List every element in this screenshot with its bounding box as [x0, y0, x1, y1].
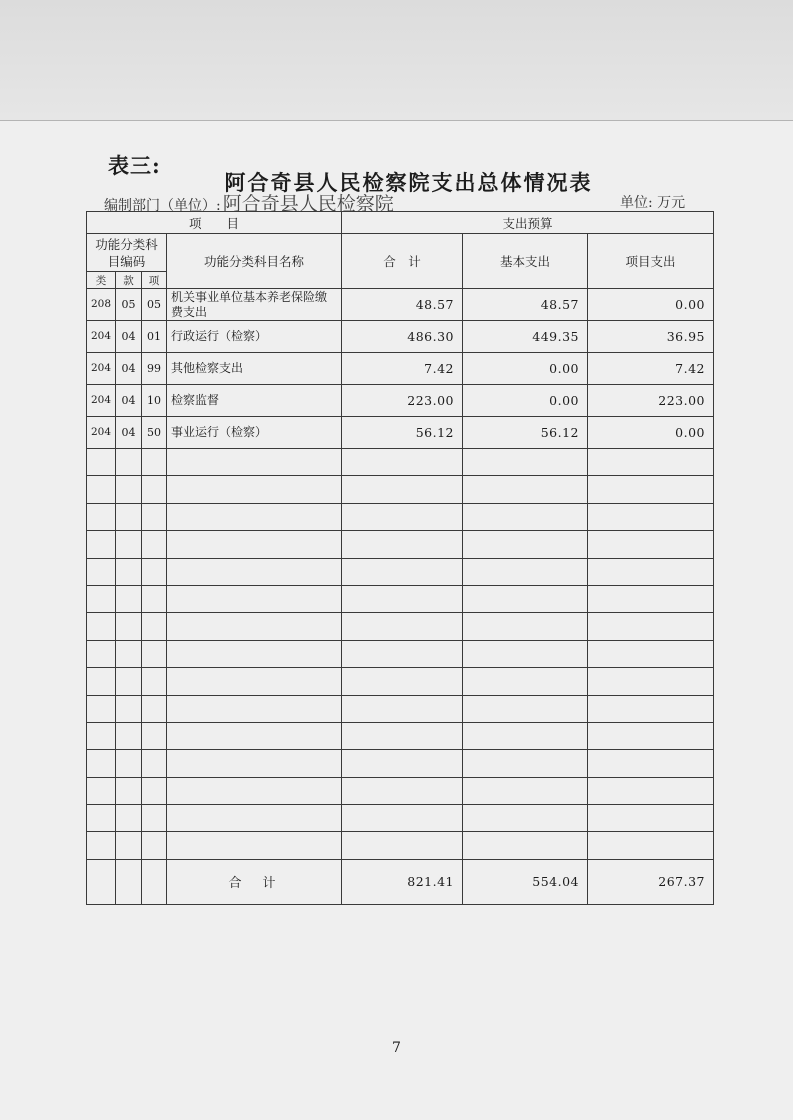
total-cell: 7.42 — [342, 353, 463, 385]
org-name: 阿合奇县人民检察院 — [222, 193, 394, 215]
blank-cell — [588, 805, 714, 832]
code-lei-cell: 208 — [87, 289, 116, 321]
blank-cell — [588, 585, 714, 612]
blank-cell — [167, 832, 342, 859]
blank-cell — [116, 832, 142, 859]
project-cell: 7.42 — [588, 353, 714, 385]
header-item: 项 目 — [87, 212, 342, 234]
scan-top-band — [0, 0, 793, 120]
header-code-group: 功能分类科目编码 — [87, 234, 167, 272]
total-cell: 56.12 — [342, 417, 463, 449]
grand-basic-cell: 554.04 — [463, 859, 588, 904]
blank-cell — [167, 503, 342, 530]
grand-project-cell: 267.37 — [588, 859, 714, 904]
code-lei-cell: 204 — [87, 321, 116, 353]
blank-cell — [142, 805, 167, 832]
blank-cell — [87, 859, 116, 904]
blank-cell — [116, 640, 142, 667]
blank-cell — [142, 503, 167, 530]
blank-cell — [342, 777, 463, 804]
blank-cell — [463, 722, 588, 749]
blank-cell — [87, 695, 116, 722]
blank-cell — [342, 805, 463, 832]
blank-cell — [588, 558, 714, 585]
blank-row — [87, 777, 714, 804]
blank-row — [87, 476, 714, 503]
blank-cell — [342, 832, 463, 859]
blank-cell — [342, 449, 463, 476]
blank-cell — [167, 476, 342, 503]
header-kuan: 款 — [116, 272, 142, 289]
code-xiang-cell: 10 — [142, 385, 167, 417]
blank-cell — [116, 476, 142, 503]
blank-cell — [87, 613, 116, 640]
total-cell: 48.57 — [342, 289, 463, 321]
blank-cell — [588, 750, 714, 777]
blank-cell — [116, 805, 142, 832]
blank-cell — [588, 503, 714, 530]
total-row — [87, 859, 714, 904]
table-row — [87, 321, 714, 353]
blank-cell — [87, 832, 116, 859]
page-number: 7 — [392, 1040, 401, 1056]
blank-cell — [87, 805, 116, 832]
subject-name-cell: 其他检察支出 — [167, 353, 342, 385]
blank-cell — [142, 613, 167, 640]
blank-row — [87, 668, 714, 695]
subject-name-cell: 事业运行（检察） — [167, 417, 342, 449]
blank-cell — [463, 805, 588, 832]
blank-cell — [463, 449, 588, 476]
blank-cell — [342, 476, 463, 503]
blank-cell — [588, 476, 714, 503]
code-kuan-cell: 04 — [116, 353, 142, 385]
basic-cell: 0.00 — [463, 385, 588, 417]
blank-cell — [87, 668, 116, 695]
basic-cell: 48.57 — [463, 289, 588, 321]
header-row-2 — [87, 234, 714, 272]
blank-row — [87, 722, 714, 749]
blank-cell — [588, 531, 714, 558]
table-row — [87, 385, 714, 417]
blank-row — [87, 503, 714, 530]
code-xiang-cell: 05 — [142, 289, 167, 321]
blank-cell — [142, 585, 167, 612]
blank-cell — [167, 449, 342, 476]
blank-cell — [142, 531, 167, 558]
blank-cell — [342, 531, 463, 558]
blank-cell — [87, 503, 116, 530]
blank-cell — [142, 558, 167, 585]
code-lei-cell: 204 — [87, 385, 116, 417]
blank-cell — [463, 558, 588, 585]
blank-cell — [116, 722, 142, 749]
expenditure-table — [86, 211, 714, 905]
blank-row — [87, 750, 714, 777]
blank-cell — [588, 722, 714, 749]
blank-cell — [142, 695, 167, 722]
blank-cell — [463, 503, 588, 530]
blank-cell — [463, 668, 588, 695]
blank-cell — [87, 558, 116, 585]
blank-cell — [142, 449, 167, 476]
blank-cell — [87, 722, 116, 749]
blank-row — [87, 695, 714, 722]
code-kuan-cell: 04 — [116, 321, 142, 353]
table-row — [87, 353, 714, 385]
blank-cell — [142, 640, 167, 667]
blank-cell — [116, 531, 142, 558]
basic-cell: 0.00 — [463, 353, 588, 385]
blank-cell — [116, 585, 142, 612]
blank-cell — [87, 585, 116, 612]
header-xiang: 项 — [142, 272, 167, 289]
total-cell: 486.30 — [342, 321, 463, 353]
blank-cell — [588, 668, 714, 695]
blank-cell — [167, 722, 342, 749]
blank-cell — [463, 613, 588, 640]
blank-cell — [87, 640, 116, 667]
code-kuan-cell: 05 — [116, 289, 142, 321]
blank-row — [87, 805, 714, 832]
table-row — [87, 417, 714, 449]
project-cell: 0.00 — [588, 417, 714, 449]
document-title: 阿合奇县人民检察院支出总体情况表 — [224, 170, 593, 195]
blank-cell — [142, 722, 167, 749]
blank-cell — [342, 585, 463, 612]
blank-cell — [463, 777, 588, 804]
code-xiang-cell: 99 — [142, 353, 167, 385]
blank-cell — [463, 531, 588, 558]
blank-cell — [342, 695, 463, 722]
blank-cell — [588, 613, 714, 640]
code-kuan-cell: 04 — [116, 385, 142, 417]
header-name: 功能分类科目名称 — [167, 234, 342, 289]
blank-cell — [342, 503, 463, 530]
blank-cell — [342, 640, 463, 667]
blank-cell — [142, 832, 167, 859]
blank-cell — [87, 750, 116, 777]
header-total: 合 计 — [342, 234, 463, 289]
blank-cell — [342, 558, 463, 585]
blank-cell — [342, 613, 463, 640]
header-project: 项目支出 — [588, 234, 714, 289]
blank-cell — [342, 722, 463, 749]
code-kuan-cell: 04 — [116, 417, 142, 449]
basic-cell: 449.35 — [463, 321, 588, 353]
header-lei: 类 — [87, 272, 116, 289]
blank-row — [87, 585, 714, 612]
blank-cell — [116, 558, 142, 585]
blank-cell — [342, 750, 463, 777]
blank-cell — [588, 777, 714, 804]
blank-cell — [588, 695, 714, 722]
blank-row — [87, 832, 714, 859]
total-label: 合 计 — [167, 859, 342, 904]
blank-cell — [167, 585, 342, 612]
unit-label: 单位: 万元 — [620, 195, 686, 211]
blank-cell — [167, 531, 342, 558]
blank-cell — [142, 476, 167, 503]
blank-row — [87, 449, 714, 476]
blank-row — [87, 613, 714, 640]
blank-cell — [588, 449, 714, 476]
blank-cell — [167, 777, 342, 804]
page-edge-line — [0, 120, 793, 121]
code-lei-cell: 204 — [87, 353, 116, 385]
blank-cell — [116, 613, 142, 640]
blank-cell — [463, 640, 588, 667]
blank-cell — [463, 476, 588, 503]
blank-cell — [142, 777, 167, 804]
blank-cell — [588, 640, 714, 667]
project-cell: 0.00 — [588, 289, 714, 321]
code-lei-cell: 204 — [87, 417, 116, 449]
blank-cell — [87, 531, 116, 558]
blank-cell — [463, 832, 588, 859]
table-row — [87, 289, 714, 321]
blank-cell — [87, 449, 116, 476]
blank-cell — [463, 695, 588, 722]
blank-cell — [167, 640, 342, 667]
blank-cell — [142, 750, 167, 777]
blank-cell — [116, 668, 142, 695]
blank-cell — [167, 613, 342, 640]
blank-row — [87, 640, 714, 667]
header-basic: 基本支出 — [463, 234, 588, 289]
blank-row — [87, 531, 714, 558]
blank-cell — [142, 859, 167, 904]
blank-row — [87, 558, 714, 585]
blank-cell — [167, 805, 342, 832]
blank-cell — [142, 668, 167, 695]
subject-name-cell: 检察监督 — [167, 385, 342, 417]
code-xiang-cell: 01 — [142, 321, 167, 353]
blank-cell — [588, 832, 714, 859]
blank-cell — [116, 449, 142, 476]
blank-cell — [116, 503, 142, 530]
code-xiang-cell: 50 — [142, 417, 167, 449]
total-cell: 223.00 — [342, 385, 463, 417]
blank-cell — [116, 695, 142, 722]
header-row-1 — [87, 212, 714, 234]
project-cell: 223.00 — [588, 385, 714, 417]
project-cell: 36.95 — [588, 321, 714, 353]
table-label: 表三: — [108, 153, 161, 178]
subject-name-cell: 行政运行（检察） — [167, 321, 342, 353]
org-prefix: 编制部门（单位）: — [104, 198, 221, 214]
basic-cell: 56.12 — [463, 417, 588, 449]
blank-cell — [342, 668, 463, 695]
blank-cell — [167, 668, 342, 695]
blank-cell — [167, 695, 342, 722]
blank-cell — [463, 750, 588, 777]
subject-name-cell: 机关事业单位基本养老保险缴费支出 — [167, 289, 342, 321]
blank-cell — [87, 476, 116, 503]
blank-cell — [116, 859, 142, 904]
grand-total-cell: 821.41 — [342, 859, 463, 904]
blank-cell — [463, 585, 588, 612]
header-budget: 支出预算 — [342, 212, 714, 234]
blank-cell — [116, 750, 142, 777]
blank-cell — [116, 777, 142, 804]
blank-cell — [167, 558, 342, 585]
blank-cell — [87, 777, 116, 804]
blank-cell — [167, 750, 342, 777]
